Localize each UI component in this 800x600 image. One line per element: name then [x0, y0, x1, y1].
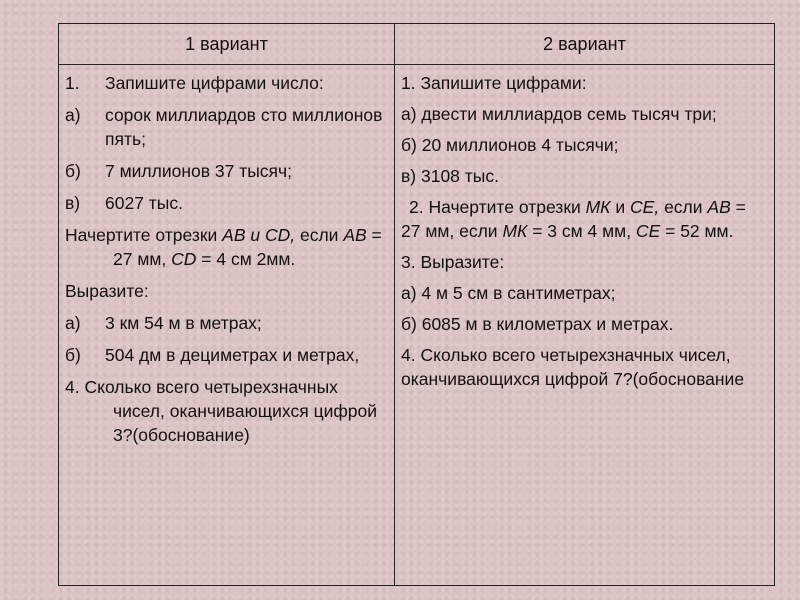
- task1-number: 1.: [65, 73, 80, 93]
- task1a-marker: а): [65, 105, 81, 125]
- task1a-text: сорок миллиардов сто миллионов пять;: [105, 105, 383, 149]
- task3b-text: б) 6085 м в километрах и метрах.: [401, 314, 674, 334]
- variant1-header: 1 вариант: [59, 24, 395, 65]
- task2-end: = 52 мм.: [660, 221, 734, 241]
- task2-mid: = 27 мм, если: [401, 197, 746, 241]
- task4-text: 4. Сколько всего четырехзначных чисел, оканчивающихся цифрой 7?(обоснование: [401, 345, 745, 389]
- segment-ab-2: АВ: [343, 225, 367, 245]
- task1a-text: а) двести миллиардов семь тысяч три;: [401, 104, 717, 124]
- task3a-text: а) 4 м 5 см в сантиметрах;: [401, 283, 616, 303]
- task3b-item: [65, 343, 388, 367]
- task1c-text: в) 3108 тыс.: [401, 166, 499, 186]
- task2-end: = 4 см 2мм.: [196, 249, 296, 269]
- task3b-text: 504 дм в дециметрах и метрах,: [105, 345, 360, 365]
- task2-and: и: [610, 197, 631, 217]
- task3b-marker: б): [65, 345, 81, 365]
- task1b-text: б) 20 миллионов 4 тысячи;: [401, 135, 619, 155]
- task1-text: 1. Запишите цифрами:: [401, 73, 587, 93]
- task2-text: [401, 195, 768, 243]
- segment-cd-2: CD: [171, 249, 197, 269]
- segment-mk: МК: [585, 197, 611, 217]
- variants-table: [58, 23, 775, 586]
- task1b-text: 7 миллионов 37 тысяч;: [105, 161, 293, 181]
- task2-text: [65, 223, 388, 271]
- content-row: [59, 65, 775, 586]
- task2-mid2: = 3 см 4 мм,: [527, 221, 636, 241]
- task2-if: если: [659, 197, 708, 217]
- task3a-item: [65, 311, 388, 335]
- variant2-cell: [395, 65, 775, 586]
- task4-text: 4. Сколько всего четырехзначных чисел, оканчивающихся цифрой 3?(обоснование): [65, 377, 378, 445]
- variant1-cell: [59, 65, 395, 586]
- segment-cd: CD,: [264, 225, 296, 245]
- task3a-marker: а): [65, 313, 81, 333]
- task2-and: и: [245, 225, 265, 245]
- segment-ce-2: СЕ: [635, 221, 661, 241]
- segment-mk-2: МК: [502, 221, 528, 241]
- task1c-text: 6027 тыс.: [105, 193, 183, 213]
- segment-ce: СЕ,: [630, 197, 660, 217]
- task1c-marker: в): [65, 193, 81, 213]
- task1b-item: [65, 159, 388, 183]
- task2-if: если: [295, 225, 344, 245]
- variant2-header: 2 вариант: [395, 24, 775, 65]
- segment-ab: АВ: [707, 197, 731, 217]
- task3-text: Выразите:: [65, 281, 149, 301]
- segment-ab: АВ: [222, 225, 246, 245]
- task2-pre: 2. Начертите отрезки: [409, 197, 586, 217]
- task1c-item: [65, 191, 388, 215]
- task1b-marker: б): [65, 161, 81, 181]
- task1-item: [65, 71, 388, 95]
- task2-pre: Начертите отрезки: [65, 225, 223, 245]
- task1-text: Запишите цифрами число:: [105, 73, 324, 93]
- task3a-text: 3 км 54 м в метрах;: [105, 313, 262, 333]
- task2-mid: = 27 мм,: [113, 225, 382, 269]
- task1a-item: [65, 103, 388, 151]
- header-row: [59, 24, 775, 65]
- task3-text: 3. Выразите:: [401, 252, 505, 272]
